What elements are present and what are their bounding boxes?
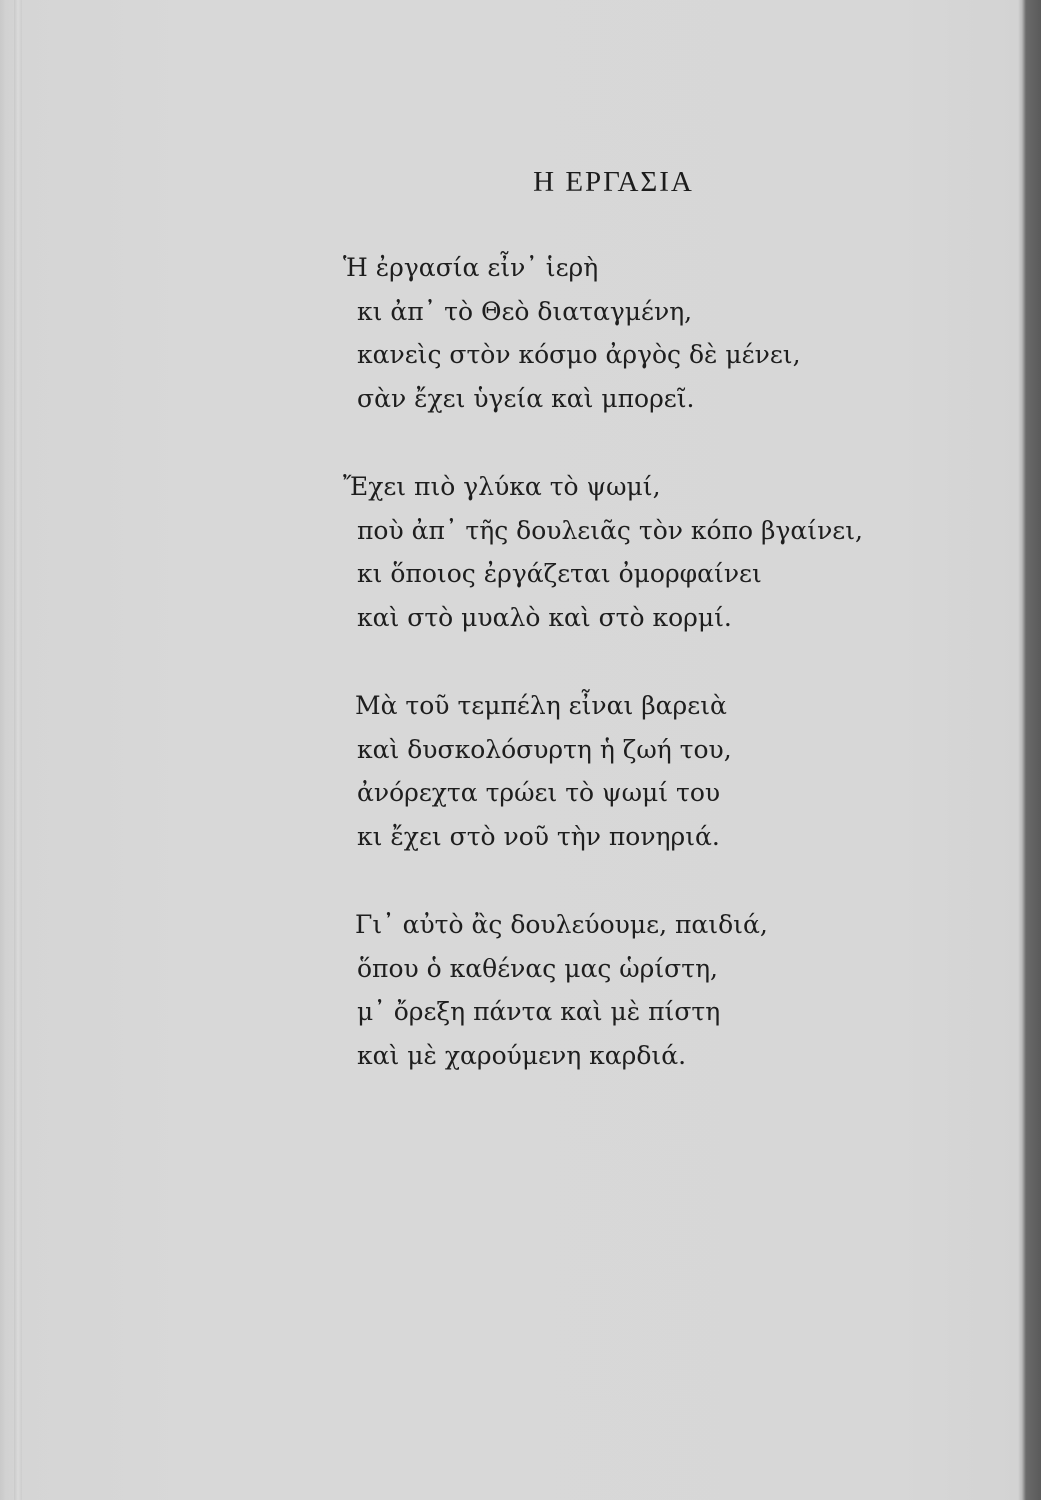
stanza-2 [343, 465, 983, 639]
poem-line: ἀνόρεχτα τρώει τὸ ψωμί του [357, 778, 721, 807]
poem-line: καὶ στὸ μυαλὸ καὶ στὸ κορμί. [357, 602, 732, 632]
poem-line: ὅπου ὁ καθένας μας ὡρίστη, [357, 953, 718, 983]
poem-line: Ἡ ἐργασία εἶν᾿ ἱερὴ [343, 253, 599, 282]
poem-body [343, 246, 983, 1122]
page-binding-edge [14, 0, 22, 1500]
poem-line: σὰν ἔχει ὑγεία καὶ μπορεῖ. [357, 383, 695, 413]
stanza-1 [343, 246, 983, 420]
poem-line: καὶ δυσκολόσυρτη ἡ ζωή του, [357, 734, 732, 764]
poem-line: κι ἔχει στὸ νοῦ τὴν πονηριά. [357, 821, 720, 851]
poem-line: ποὺ ἀπ᾿ τῆς δουλειᾶς τὸν κόπο βγαίνει, [357, 515, 863, 545]
poem-title: Η ΕΡΓΑΣΙΑ [533, 166, 694, 198]
poem-line: κι ὅποιος ἐργάζεται ὀμορφαίνει [357, 559, 762, 588]
poem-line: Γι᾿ αὐτὸ ἂς δουλεύουμε, παιδιά, [355, 910, 768, 939]
poem-line: μ᾿ ὄρεξη πάντα καὶ μὲ πίστη [357, 997, 721, 1026]
poem-line: κι ἀπ᾿ τὸ Θεὸ διαταγμένη, [357, 296, 693, 326]
poem-line: καὶ μὲ χαρούμενη καρδιά. [357, 1040, 687, 1070]
poem-line: κανεὶς στὸν κόσμο ἀργὸς δὲ μένει, [357, 340, 801, 369]
stanza-4 [343, 903, 983, 1077]
poem-line: Μὰ τοῦ τεμπέλη εἶναι βαρειὰ [355, 691, 727, 720]
poem-line: Ἔχει πιὸ γλύκα τὸ ψωμί, [343, 472, 661, 501]
stanza-3 [343, 684, 983, 858]
